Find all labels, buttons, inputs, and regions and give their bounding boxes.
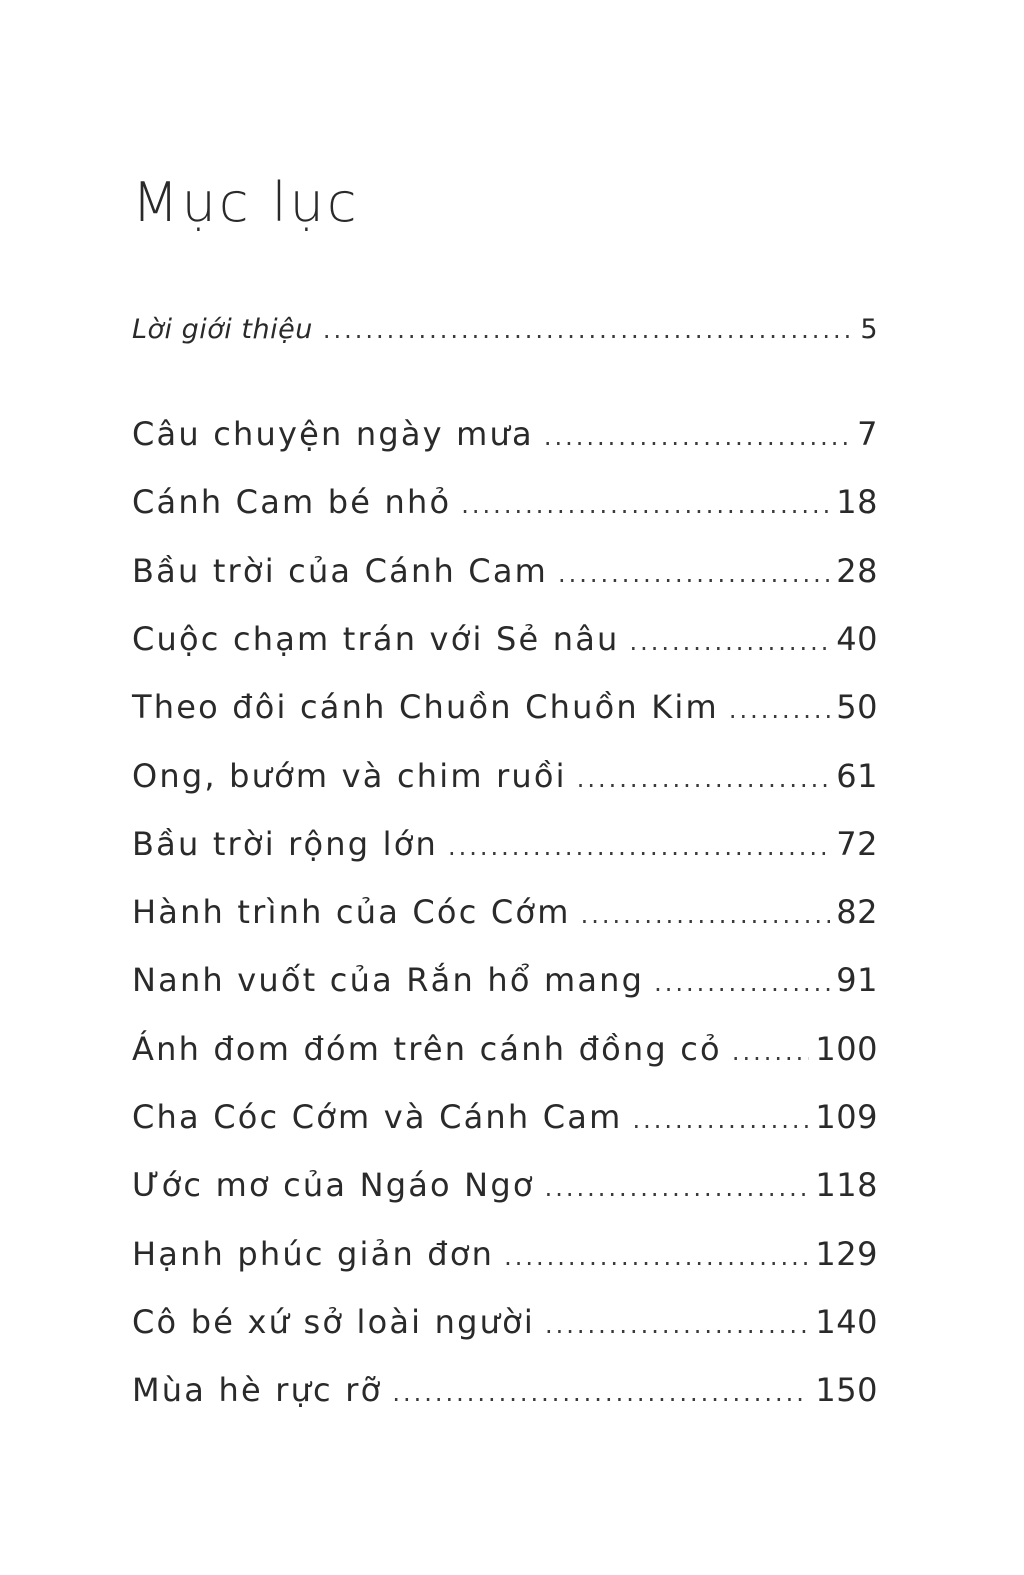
- dot-leader: [581, 895, 831, 935]
- toc-page-number: 50: [836, 688, 878, 727]
- toc-entry[interactable]: [132, 1165, 878, 1209]
- toc-entry[interactable]: [132, 414, 878, 458]
- dot-leader: [545, 1168, 810, 1208]
- toc-entry[interactable]: [132, 1097, 878, 1141]
- dot-leader: [577, 759, 831, 799]
- toc-entry[interactable]: [132, 824, 878, 868]
- toc-entry-title: Theo đôi cánh Chuồn Chuồn Kim: [132, 688, 719, 727]
- toc-page-number: 109: [815, 1098, 878, 1136]
- toc-entry-title: Lời giới thiệu: [132, 314, 313, 345]
- dot-leader: [729, 690, 830, 730]
- dot-leader: [732, 1032, 810, 1072]
- toc-entry-title: Câu chuyện ngày mưa: [132, 415, 534, 453]
- toc-entry[interactable]: [132, 960, 878, 1004]
- toc-page-number: 100: [815, 1029, 878, 1068]
- toc-entry-title: Bầu trời của Cánh Cam: [132, 551, 549, 590]
- toc-entry-title: Ong, bướm và chim ruồi: [132, 756, 567, 795]
- toc-entry-title: Nanh vuốt của Rắn hổ mang: [132, 961, 645, 1000]
- dot-leader: [461, 485, 830, 525]
- dot-leader: [392, 1373, 809, 1413]
- toc-entry[interactable]: [132, 551, 878, 595]
- toc-entry-title: Cô bé xứ sở loài người: [132, 1302, 535, 1341]
- toc-entry[interactable]: [132, 1029, 878, 1073]
- dot-leader: [504, 1237, 809, 1277]
- toc-entry-title: Cánh Cam bé nhỏ: [132, 483, 452, 522]
- dot-leader: [544, 417, 851, 457]
- toc-entry-title: Ước mơ của Ngáo Ngơ: [132, 1166, 535, 1205]
- dot-leader: [654, 963, 830, 1003]
- toc-entry-title: Ánh đom đóm trên cánh đồng cỏ: [132, 1029, 722, 1068]
- dot-leader: [629, 622, 830, 662]
- page-title: Mục lục: [132, 171, 360, 235]
- toc-page-number: 7: [857, 415, 878, 453]
- toc-entry-intro[interactable]: [132, 310, 878, 354]
- toc-entry[interactable]: [132, 687, 878, 731]
- toc-entry-title: Mùa hè rực rỡ: [132, 1371, 383, 1410]
- toc-entry[interactable]: [132, 1370, 878, 1414]
- toc-entry-title: Cha Cóc Cớm và Cánh Cam: [132, 1098, 623, 1136]
- toc-entry[interactable]: [132, 1302, 878, 1346]
- toc-page-number: 72: [836, 824, 878, 863]
- toc-page-number: 82: [836, 893, 878, 932]
- toc-entry-title: Cuộc chạm trán với Sẻ nâu: [132, 619, 620, 658]
- dot-leader: [323, 310, 855, 350]
- toc-entry-title: Hành trình của Cóc Cớm: [132, 893, 571, 932]
- toc-page-number: 18: [836, 483, 878, 522]
- toc-entry[interactable]: [132, 482, 878, 526]
- toc-entry[interactable]: [132, 1234, 878, 1278]
- toc-page-number: 140: [815, 1302, 878, 1341]
- toc-page-number: 61: [836, 756, 878, 795]
- toc-page-number: 150: [815, 1371, 878, 1410]
- toc-page-number: 91: [836, 961, 878, 1000]
- toc-entry[interactable]: [132, 756, 878, 800]
- toc-page-number: 129: [815, 1234, 878, 1273]
- toc-page-number: 118: [815, 1166, 878, 1205]
- toc-entry-title: Bầu trời rộng lớn: [132, 824, 439, 863]
- dot-leader: [633, 1100, 810, 1140]
- toc-page-number: 40: [836, 619, 878, 658]
- dot-leader: [558, 554, 830, 594]
- toc-entry-title: Hạnh phúc giản đơn: [132, 1234, 495, 1273]
- toc-entry[interactable]: [132, 892, 878, 936]
- toc-entry[interactable]: [132, 619, 878, 663]
- dot-leader: [545, 1305, 809, 1345]
- toc-page-number: 28: [836, 551, 878, 590]
- toc-page-number: 5: [860, 314, 878, 345]
- dot-leader: [448, 827, 830, 867]
